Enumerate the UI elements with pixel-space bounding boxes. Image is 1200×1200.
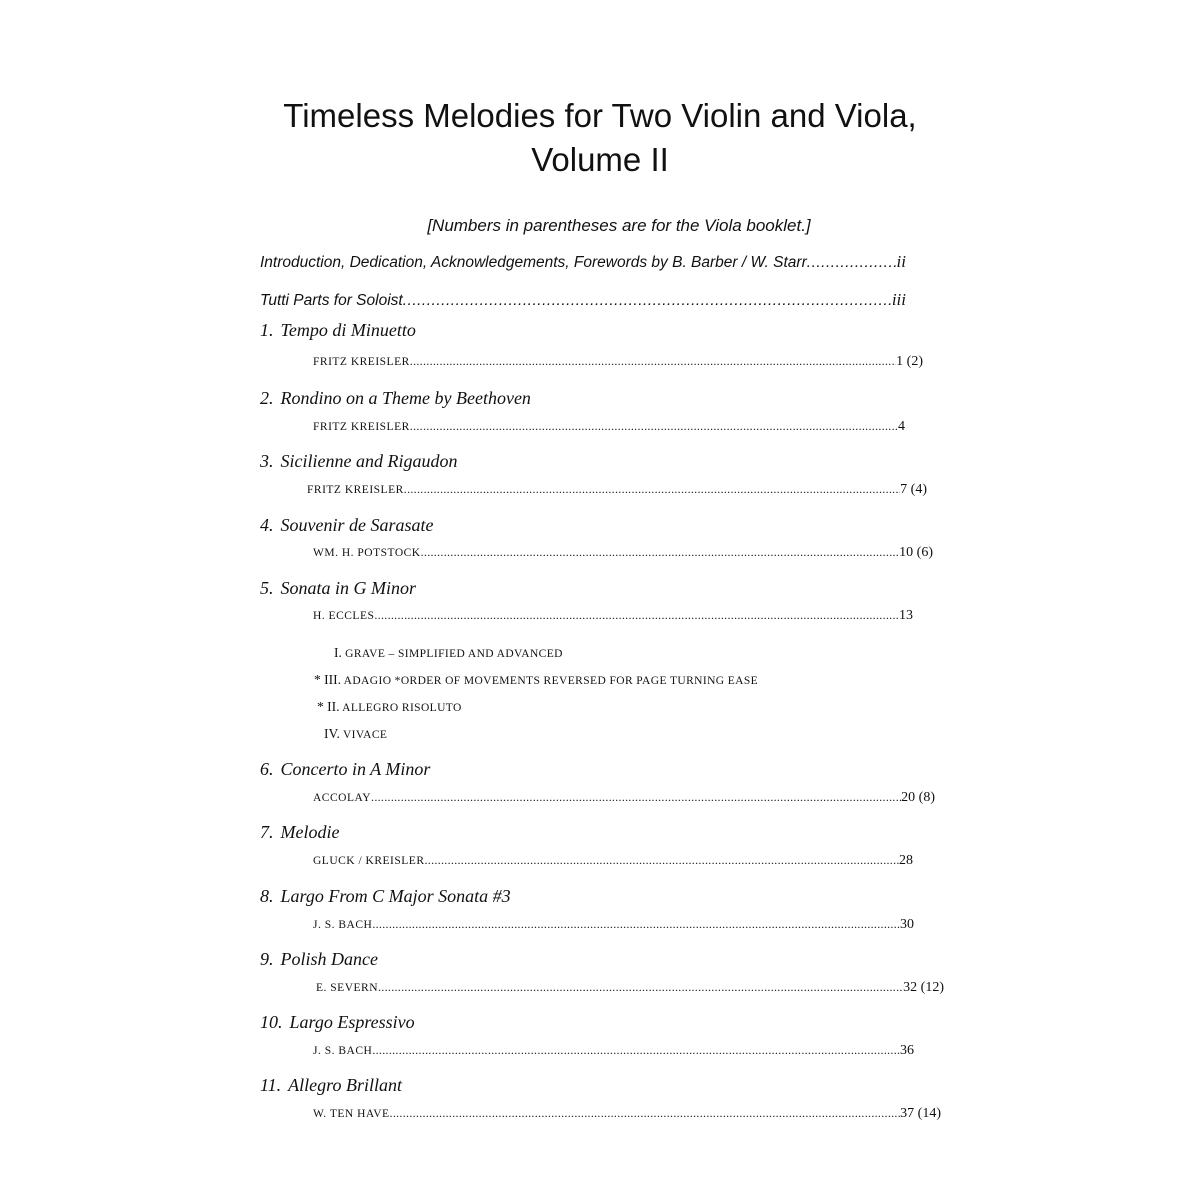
front-matter-label: Introduction, Dedication, Acknowledgements, Forewords by B. Barber / W. Starr [260, 254, 807, 271]
entry-title [260, 451, 457, 472]
composer-row [313, 1106, 941, 1122]
page-title-line-2: Volume II [531, 141, 669, 178]
entry-number: 4. [260, 515, 274, 535]
movement-numeral: IV. [324, 726, 340, 741]
entry-number: 3. [260, 451, 274, 471]
page-number: 10 (6) [899, 545, 933, 560]
front-matter-page: ii [896, 252, 906, 271]
composer-name: W. TEN HAVE [313, 1108, 390, 1120]
composer-row [307, 482, 927, 498]
entry-number: 8. [260, 886, 274, 906]
entry-title [260, 515, 433, 536]
composer-name: WM. H. POTSTOCK [313, 547, 421, 559]
entry-title-text: Polish Dance [280, 949, 378, 969]
composer-name: J. S. BACH [313, 919, 373, 931]
leader-dots [371, 790, 901, 805]
entry-title-text: Rondino on a Theme by Beethoven [280, 388, 531, 408]
movement-line [314, 672, 758, 688]
composer-name: FRITZ KREISLER [307, 484, 404, 496]
composer-row [313, 545, 933, 561]
composer-row [316, 980, 944, 996]
entry-title-text: Tempo di Minuetto [280, 320, 416, 340]
entry-title [260, 822, 339, 843]
composer-name: E. SEVERN [316, 982, 378, 994]
composer-row [313, 853, 913, 869]
movement-numeral: * II. [317, 699, 340, 714]
entry-number: 6. [260, 759, 274, 779]
page-number: 32 (12) [903, 980, 944, 995]
page-number: 28 [899, 853, 913, 868]
leader-dots [390, 1106, 901, 1121]
entry-number: 5. [260, 578, 274, 598]
entry-title [260, 388, 531, 409]
movement-line [317, 699, 462, 715]
composer-row [313, 608, 913, 624]
entry-title [260, 949, 378, 970]
movement-line [324, 726, 387, 742]
movement-numeral: I. [334, 645, 342, 660]
entry-title-text: Sicilienne and Rigaudon [280, 451, 458, 471]
entry-title-text: Melodie [280, 822, 340, 842]
page-number: 4 [898, 419, 905, 434]
leader-dots [372, 917, 900, 932]
leader-dots [410, 354, 896, 369]
composer-row [313, 354, 923, 370]
front-matter-label: Tutti Parts for Soloist [260, 292, 403, 309]
movement-line [334, 645, 563, 661]
composer-name: FRITZ KREISLER [313, 421, 410, 433]
entry-title [260, 886, 511, 907]
entry-number: 11. [260, 1075, 282, 1095]
composer-name: FRITZ KREISLER [313, 356, 410, 368]
entry-title [260, 759, 430, 780]
composer-row [313, 1043, 914, 1059]
front-matter-row [260, 252, 906, 272]
page-number: 1 (2) [896, 354, 923, 369]
page-title-line-1: Timeless Melodies for Two Violin and Viola, [283, 97, 917, 134]
leader-dots [403, 292, 892, 310]
composer-name: GLUCK / KREISLER [313, 855, 425, 867]
entry-number: 7. [260, 822, 274, 842]
leader-dots [374, 608, 899, 623]
leader-dots [378, 980, 903, 995]
entry-title-text: Sonata in G Minor [280, 578, 417, 598]
entry-number: 1. [260, 320, 274, 340]
leader-dots [404, 482, 900, 497]
entry-title-text: Souvenir de Sarasate [280, 515, 434, 535]
composer-row [313, 419, 905, 435]
movement-text: ALLEGRO RISOLUTO [342, 702, 462, 714]
leader-dots [372, 1043, 900, 1058]
leader-dots [421, 545, 900, 560]
viola-booklet-note: [Numbers in parentheses are for the Viola booklet.] [427, 216, 811, 235]
movement-text: GRAVE – SIMPLIFIED AND ADVANCED [345, 648, 563, 660]
entry-title [260, 320, 416, 341]
page-number: 13 [899, 608, 913, 623]
leader-dots [807, 254, 897, 272]
page-number: 20 (8) [901, 790, 935, 805]
entry-title [260, 1075, 402, 1096]
composer-name: ACCOLAY [313, 792, 372, 804]
entry-title-text: Largo Espressivo [289, 1012, 415, 1032]
entry-title-text: Concerto in A Minor [280, 759, 431, 779]
leader-dots [410, 419, 898, 434]
page-number: 37 (14) [900, 1106, 941, 1121]
leader-dots [425, 853, 900, 868]
page-number: 30 [900, 917, 914, 932]
entry-title-text: Allegro Brillant [288, 1075, 402, 1095]
page-number: 7 (4) [900, 482, 927, 497]
entry-title [260, 578, 416, 599]
front-matter-row [260, 290, 906, 310]
composer-name: H. ECCLES [313, 610, 375, 622]
front-matter-page: iii [891, 290, 906, 309]
composer-row [313, 917, 914, 933]
movement-text: VIVACE [342, 729, 388, 741]
composer-row [313, 790, 935, 806]
composer-name: J. S. BACH [313, 1045, 373, 1057]
movement-numeral: * III. [314, 672, 341, 687]
entry-title-text: Largo From C Major Sonata #3 [280, 886, 511, 906]
movement-text: ADAGIO *ORDER OF MOVEMENTS REVERSED FOR PAGE TURNING EASE [343, 675, 759, 687]
page-number: 36 [900, 1043, 914, 1058]
entry-number: 9. [260, 949, 274, 969]
entry-number: 10. [260, 1012, 283, 1032]
entry-number: 2. [260, 388, 274, 408]
entry-title [260, 1012, 415, 1033]
